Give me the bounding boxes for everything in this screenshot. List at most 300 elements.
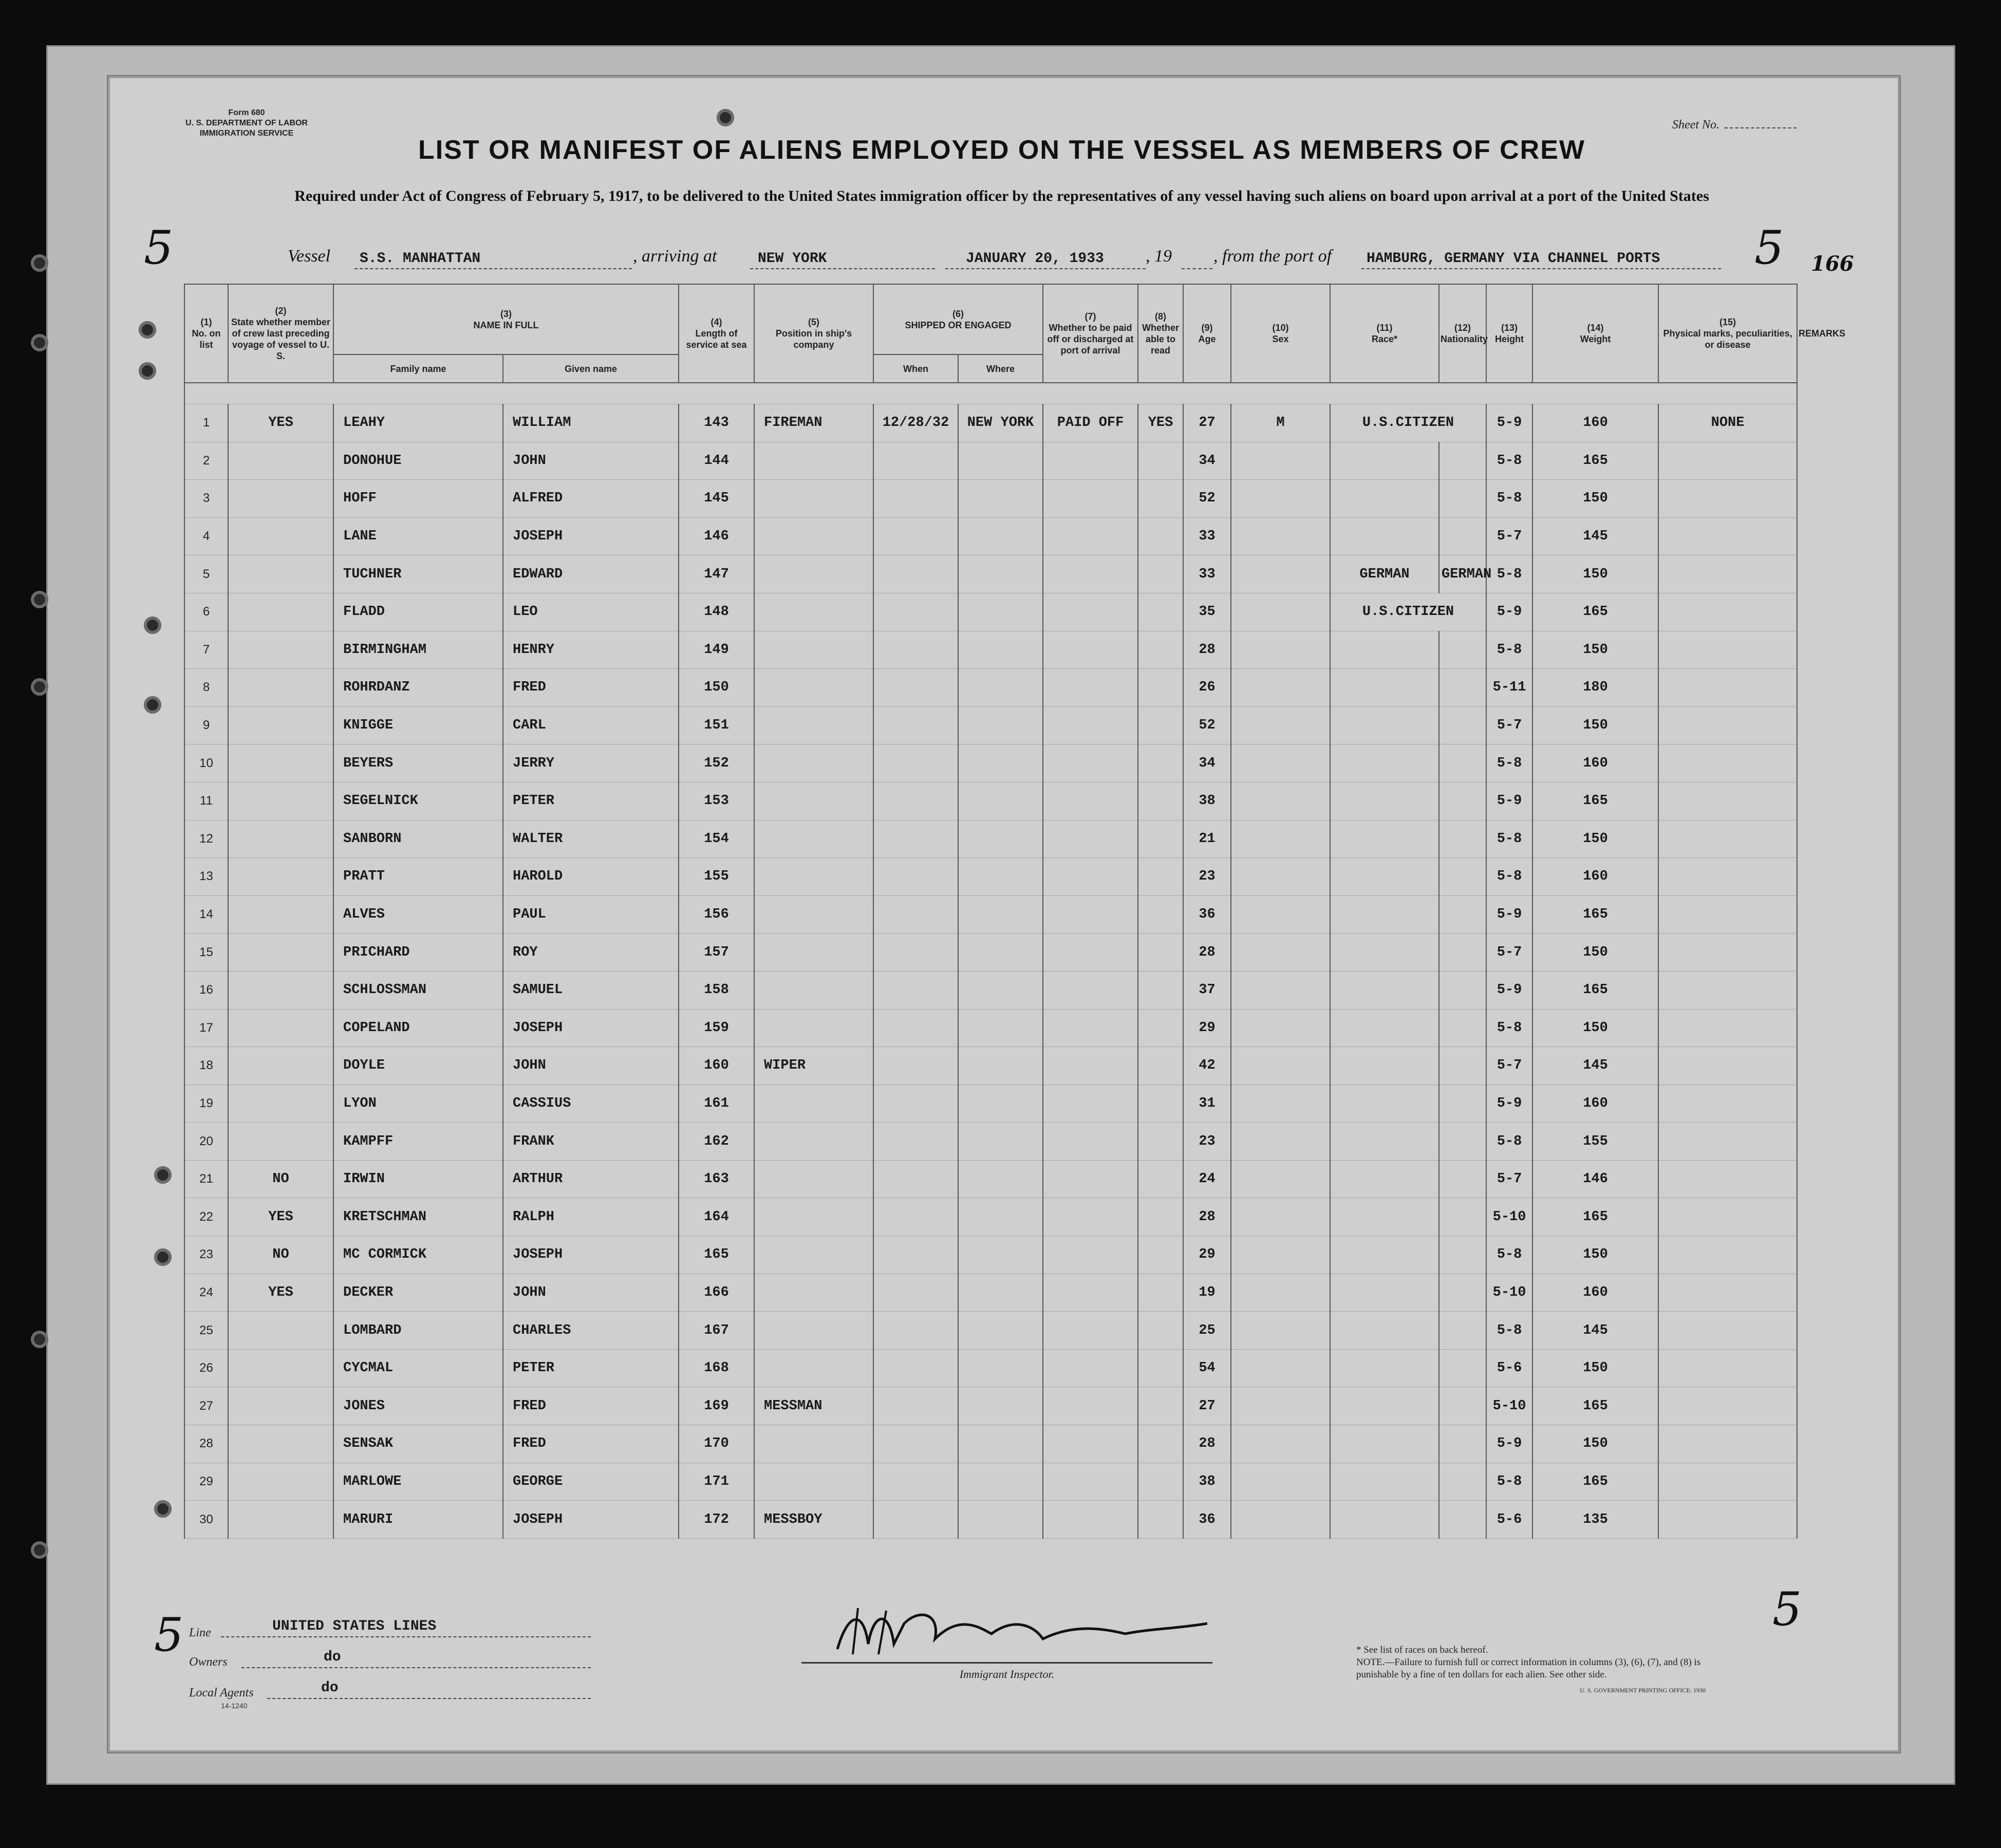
cell-no: 23 [184, 1236, 228, 1274]
cell-family: KAMPFF [333, 1123, 503, 1161]
cell-where [958, 631, 1043, 669]
cell-family: COPELAND [333, 1009, 503, 1047]
cell-paid [1043, 706, 1138, 744]
cell-weight: 165 [1532, 1463, 1658, 1501]
cell-race [1330, 669, 1439, 707]
col-header-race: (11) Race* [1330, 284, 1439, 383]
cell-voyage [228, 1463, 333, 1501]
cell-race [1330, 517, 1439, 555]
table-row [184, 1009, 1797, 1047]
table-row [184, 1198, 1797, 1236]
departure-port: HAMBURG, GERMANY VIA CHANNEL PORTS [1367, 251, 1660, 267]
cell-service: 160 [679, 1047, 754, 1085]
races-note: * See list of races on back hereof. [1356, 1645, 1488, 1655]
cell-voyage: NO [228, 1236, 333, 1274]
cell-no: 1 [184, 404, 228, 442]
cell-marks [1658, 442, 1797, 480]
cell-race [1330, 1349, 1439, 1387]
cell-race [1330, 858, 1439, 896]
cell-age: 25 [1183, 1312, 1231, 1350]
binder-hole [31, 678, 48, 696]
cell-service: 143 [679, 404, 754, 442]
cell-when [873, 782, 958, 820]
cell-marks [1658, 631, 1797, 669]
cell-voyage: NO [228, 1160, 333, 1198]
cell-voyage [228, 1009, 333, 1047]
cell-voyage [228, 744, 333, 782]
cell-sex [1231, 1198, 1330, 1236]
cell-nationality [1439, 1085, 1486, 1123]
cell-no: 13 [184, 858, 228, 896]
cell-race [1330, 1085, 1439, 1123]
cell-nationality [1439, 1236, 1486, 1274]
cell-paid [1043, 1425, 1138, 1463]
cell-race [1330, 744, 1439, 782]
cell-position [754, 895, 873, 934]
inspector-signature [817, 1593, 1238, 1670]
cell-paid [1043, 971, 1138, 1009]
cell-where [958, 782, 1043, 820]
cell-where [958, 1501, 1043, 1539]
cell-family: LYON [333, 1085, 503, 1123]
arrival-date: JANUARY 20, 1933 [966, 251, 1104, 267]
cell-no: 15 [184, 934, 228, 972]
table-row [184, 782, 1797, 820]
cell-paid [1043, 1236, 1138, 1274]
cell-height: 5-7 [1486, 934, 1532, 972]
cell-family: IRWIN [333, 1160, 503, 1198]
cell-where [958, 1047, 1043, 1085]
table-row [184, 480, 1797, 518]
footer-notes [1356, 1644, 1706, 1696]
cell-nationality [1439, 517, 1486, 555]
cell-no: 30 [184, 1501, 228, 1539]
from-label: , from the port of [1213, 247, 1332, 266]
cell-weight: 150 [1532, 1236, 1658, 1274]
cell-weight: 150 [1532, 480, 1658, 518]
cell-age: 52 [1183, 706, 1231, 744]
cell-race [1330, 706, 1439, 744]
cell-voyage [228, 442, 333, 480]
cell-sex [1231, 1123, 1330, 1161]
year-underline [1182, 268, 1212, 269]
cell-paid [1043, 895, 1138, 934]
cell-race [1330, 1425, 1439, 1463]
cell-given: JOSEPH [503, 1236, 679, 1274]
table-row [184, 404, 1797, 442]
cell-no: 25 [184, 1312, 228, 1350]
cell-where [958, 934, 1043, 972]
cell-where [958, 1123, 1043, 1161]
cell-marks [1658, 1501, 1797, 1539]
arriving-label: , arriving at [633, 247, 717, 266]
cell-nationality [1439, 1123, 1486, 1161]
cell-read [1138, 782, 1183, 820]
cell-read [1138, 1009, 1183, 1047]
cell-sex [1231, 1349, 1330, 1387]
cell-nationality [1439, 631, 1486, 669]
cell-height: 5-8 [1486, 555, 1532, 593]
owners-underline [241, 1667, 591, 1668]
cell-where [958, 517, 1043, 555]
cell-height: 5-9 [1486, 971, 1532, 1009]
cell-service: 144 [679, 442, 754, 480]
cell-where [958, 1387, 1043, 1425]
cell-position [754, 442, 873, 480]
cell-nationality [1439, 442, 1486, 480]
table-row [184, 669, 1797, 707]
cell-given: CARL [503, 706, 679, 744]
cell-where [958, 895, 1043, 934]
cell-sex: M [1231, 404, 1330, 442]
cell-read [1138, 1274, 1183, 1312]
cell-weight: 145 [1532, 517, 1658, 555]
cell-family: MC CORMICK [333, 1236, 503, 1274]
cell-position: WIPER [754, 1047, 873, 1085]
cell-given: HENRY [503, 631, 679, 669]
cell-paid: PAID OFF [1043, 404, 1138, 442]
cell-no: 18 [184, 1047, 228, 1085]
cell-family: KRETSCHMAN [333, 1198, 503, 1236]
cell-given: JOHN [503, 442, 679, 480]
cell-where [958, 1085, 1043, 1123]
cell-race [1330, 1123, 1439, 1161]
cell-family: DOYLE [333, 1047, 503, 1085]
cell-nationality [1439, 1312, 1486, 1350]
cell-paid [1043, 858, 1138, 896]
cell-when [873, 517, 958, 555]
cell-weight: 165 [1532, 593, 1658, 631]
cell-marks [1658, 895, 1797, 934]
cell-sex [1231, 631, 1330, 669]
cell-when [873, 1501, 958, 1539]
cell-service: 155 [679, 858, 754, 896]
cell-when [873, 593, 958, 631]
binder-hole [31, 591, 48, 608]
cell-no: 7 [184, 631, 228, 669]
binder-hole [31, 254, 48, 272]
col-header-read: (8) Whether able to read [1138, 284, 1183, 383]
cell-given: WILLIAM [503, 404, 679, 442]
cell-height: 5-7 [1486, 706, 1532, 744]
cell-position [754, 782, 873, 820]
cell-paid [1043, 1085, 1138, 1123]
cell-position [754, 1160, 873, 1198]
from-underline [1361, 268, 1721, 269]
sheet-label: Sheet No. [1672, 118, 1719, 132]
cell-service: 154 [679, 820, 754, 858]
cell-read [1138, 744, 1183, 782]
cell-service: 162 [679, 1123, 754, 1161]
cell-where [958, 480, 1043, 518]
cell-read [1138, 895, 1183, 934]
binder-hole [139, 321, 156, 339]
cell-service: 159 [679, 1009, 754, 1047]
cell-service: 149 [679, 631, 754, 669]
cell-position [754, 820, 873, 858]
binder-hole [144, 617, 161, 634]
cell-when [873, 1198, 958, 1236]
cell-age: 29 [1183, 1009, 1231, 1047]
cell-sex [1231, 1085, 1330, 1123]
cell-sex [1231, 706, 1330, 744]
cell-nationality [1439, 480, 1486, 518]
cell-position [754, 971, 873, 1009]
cell-paid [1043, 593, 1138, 631]
cell-no: 6 [184, 593, 228, 631]
cell-when [873, 706, 958, 744]
col-header-marks: (15) Physical marks, peculiarities, or disease [1658, 284, 1797, 383]
cell-where [958, 593, 1043, 631]
cell-where [958, 1312, 1043, 1350]
cell-age: 35 [1183, 593, 1231, 631]
cell-service: 170 [679, 1425, 754, 1463]
form-id-block [170, 108, 324, 139]
cell-paid [1043, 480, 1138, 518]
cell-age: 52 [1183, 480, 1231, 518]
cell-age: 27 [1183, 1387, 1231, 1425]
penalty-note: NOTE.—Failure to furnish full or correct information in columns (3), (6), (7), and (8) is punishable by a fine of ten dollars for each alien. See other side. [1356, 1657, 1701, 1680]
cell-when [873, 1236, 958, 1274]
cell-position [754, 1312, 873, 1350]
cell-read [1138, 669, 1183, 707]
cell-position [754, 480, 873, 518]
table-row [184, 1123, 1797, 1161]
cell-service: 146 [679, 517, 754, 555]
cell-position [754, 669, 873, 707]
form-number: Form 680 [228, 108, 265, 117]
cell-marks [1658, 1009, 1797, 1047]
cell-paid [1043, 744, 1138, 782]
cell-when [873, 858, 958, 896]
binder-hole [154, 1248, 172, 1266]
line-value: UNITED STATES LINES [272, 1618, 437, 1634]
cell-paid [1043, 820, 1138, 858]
cell-height: 5-10 [1486, 1274, 1532, 1312]
cell-paid [1043, 1047, 1138, 1085]
printing-office: U. S. GOVERNMENT PRINTING OFFICE: 1930 [1580, 1687, 1706, 1694]
cell-voyage [228, 1349, 333, 1387]
cell-where [958, 858, 1043, 896]
cell-marks [1658, 669, 1797, 707]
cell-when [873, 442, 958, 480]
cell-where [958, 1160, 1043, 1198]
cell-given: PAUL [503, 895, 679, 934]
table-row [184, 744, 1797, 782]
cell-where [958, 1198, 1043, 1236]
cell-where [958, 669, 1043, 707]
cell-read [1138, 517, 1183, 555]
cell-marks [1658, 1274, 1797, 1312]
cell-no: 24 [184, 1274, 228, 1312]
cell-height: 5-10 [1486, 1198, 1532, 1236]
cell-marks [1658, 480, 1797, 518]
cell-voyage [228, 782, 333, 820]
cell-where [958, 1463, 1043, 1501]
cell-family: ALVES [333, 895, 503, 934]
cell-marks [1658, 744, 1797, 782]
cell-paid [1043, 555, 1138, 593]
table-row [184, 631, 1797, 669]
cell-read [1138, 858, 1183, 896]
cell-age: 34 [1183, 744, 1231, 782]
cell-weight: 145 [1532, 1312, 1658, 1350]
cell-given: EDWARD [503, 555, 679, 593]
col-header-position: (5) Position in ship's company [754, 284, 873, 383]
cell-voyage: YES [228, 1198, 333, 1236]
cell-paid [1043, 1501, 1138, 1539]
owners-label: Owners [189, 1655, 228, 1669]
cell-sex [1231, 593, 1330, 631]
cell-sex [1231, 971, 1330, 1009]
cell-height: 5-9 [1486, 1085, 1532, 1123]
cell-no: 12 [184, 820, 228, 858]
cell-age: 28 [1183, 1425, 1231, 1463]
cell-race [1330, 1501, 1439, 1539]
cell-when [873, 1425, 958, 1463]
cell-family: DECKER [333, 1274, 503, 1312]
table-row [184, 971, 1797, 1009]
cell-read [1138, 1236, 1183, 1274]
cell-given: JOSEPH [503, 517, 679, 555]
cell-no: 2 [184, 442, 228, 480]
cell-height: 5-6 [1486, 1349, 1532, 1387]
cell-age: 33 [1183, 517, 1231, 555]
cell-given: CASSIUS [503, 1085, 679, 1123]
cell-where [958, 1274, 1043, 1312]
cell-height: 5-8 [1486, 1236, 1532, 1274]
cell-sex [1231, 555, 1330, 593]
cell-race [1330, 971, 1439, 1009]
cell-marks [1658, 1160, 1797, 1198]
cell-where [958, 442, 1043, 480]
agents-underline [267, 1698, 591, 1699]
cell-family: SENSAK [333, 1425, 503, 1463]
cell-voyage [228, 858, 333, 896]
cell-position [754, 517, 873, 555]
cell-read [1138, 480, 1183, 518]
cell-read [1138, 1501, 1183, 1539]
cell-race: U.S.CITIZEN [1330, 404, 1486, 442]
cell-voyage [228, 1425, 333, 1463]
cell-family: FLADD [333, 593, 503, 631]
col-header-shipped: (6) SHIPPED OR ENGAGED [873, 284, 1043, 354]
cell-race [1330, 1387, 1439, 1425]
cell-marks [1658, 593, 1797, 631]
vessel-underline [354, 268, 632, 269]
line-underline [221, 1636, 591, 1637]
cell-weight: 150 [1532, 1425, 1658, 1463]
cell-service: 172 [679, 1501, 754, 1539]
cell-sex [1231, 1425, 1330, 1463]
col-header-nationality: (12) Nationality [1439, 284, 1486, 383]
inspector-label: Immigrant Inspector. [801, 1662, 1212, 1681]
cell-service: 161 [679, 1085, 754, 1123]
cell-where [958, 971, 1043, 1009]
cell-given: RALPH [503, 1198, 679, 1236]
cell-paid [1043, 1123, 1138, 1161]
cell-weight: 165 [1532, 895, 1658, 934]
cell-marks [1658, 1047, 1797, 1085]
cell-when: 12/28/32 [873, 404, 958, 442]
cell-family: MARURI [333, 1501, 503, 1539]
table-row [184, 1274, 1797, 1312]
cell-weight: 160 [1532, 858, 1658, 896]
cell-marks [1658, 555, 1797, 593]
cell-position: MESSMAN [754, 1387, 873, 1425]
cell-nationality [1439, 1425, 1486, 1463]
cell-no: 5 [184, 555, 228, 593]
cell-nationality [1439, 1047, 1486, 1085]
col-header-given: Given name [503, 354, 679, 383]
cell-race [1330, 1274, 1439, 1312]
cell-height: 5-8 [1486, 820, 1532, 858]
cell-nationality [1439, 934, 1486, 972]
cell-nationality [1439, 1463, 1486, 1501]
cell-marks [1658, 858, 1797, 896]
cell-weight: 150 [1532, 555, 1658, 593]
sheet-blank [1725, 127, 1797, 128]
cell-service: 157 [679, 934, 754, 972]
cell-given: PETER [503, 782, 679, 820]
cell-family: LOMBARD [333, 1312, 503, 1350]
cell-position [754, 555, 873, 593]
cell-marks [1658, 820, 1797, 858]
cell-race [1330, 782, 1439, 820]
col-header-paid: (7) Whether to be paid off or discharged at port of arrival [1043, 284, 1138, 383]
agents-value: do [321, 1680, 339, 1696]
cell-given: GEORGE [503, 1463, 679, 1501]
cell-given: ALFRED [503, 480, 679, 518]
table-row [184, 820, 1797, 858]
cell-race [1330, 1312, 1439, 1350]
cell-family: KNIGGE [333, 706, 503, 744]
cell-no: 3 [184, 480, 228, 518]
sheet-number [1672, 118, 1797, 132]
cell-weight: 165 [1532, 1387, 1658, 1425]
cell-weight: 180 [1532, 669, 1658, 707]
cell-no: 20 [184, 1123, 228, 1161]
cell-voyage [228, 1312, 333, 1350]
cell-nationality [1439, 1274, 1486, 1312]
cell-sex [1231, 1047, 1330, 1085]
cell-service: 167 [679, 1312, 754, 1350]
cell-voyage [228, 593, 333, 631]
cell-marks [1658, 706, 1797, 744]
table-row [184, 858, 1797, 896]
cell-height: 5-11 [1486, 669, 1532, 707]
cell-read [1138, 1198, 1183, 1236]
cell-voyage [228, 1047, 333, 1085]
cell-sex [1231, 517, 1330, 555]
port-underline [750, 268, 935, 269]
table-row [184, 1236, 1797, 1274]
cell-height: 5-9 [1486, 593, 1532, 631]
cell-age: 38 [1183, 782, 1231, 820]
cell-race [1330, 1236, 1439, 1274]
cell-nationality [1439, 706, 1486, 744]
cell-race: GERMAN [1330, 555, 1439, 593]
cell-service: 145 [679, 480, 754, 518]
cell-position [754, 1085, 873, 1123]
binder-hole [154, 1500, 172, 1518]
cell-age: 21 [1183, 820, 1231, 858]
cell-position [754, 1123, 873, 1161]
cell-family: PRATT [333, 858, 503, 896]
cell-nationality [1439, 1009, 1486, 1047]
col-header-voyage: (2) State whether member of crew last preceding voyage of vessel to U. S. [228, 284, 333, 383]
cell-voyage [228, 706, 333, 744]
